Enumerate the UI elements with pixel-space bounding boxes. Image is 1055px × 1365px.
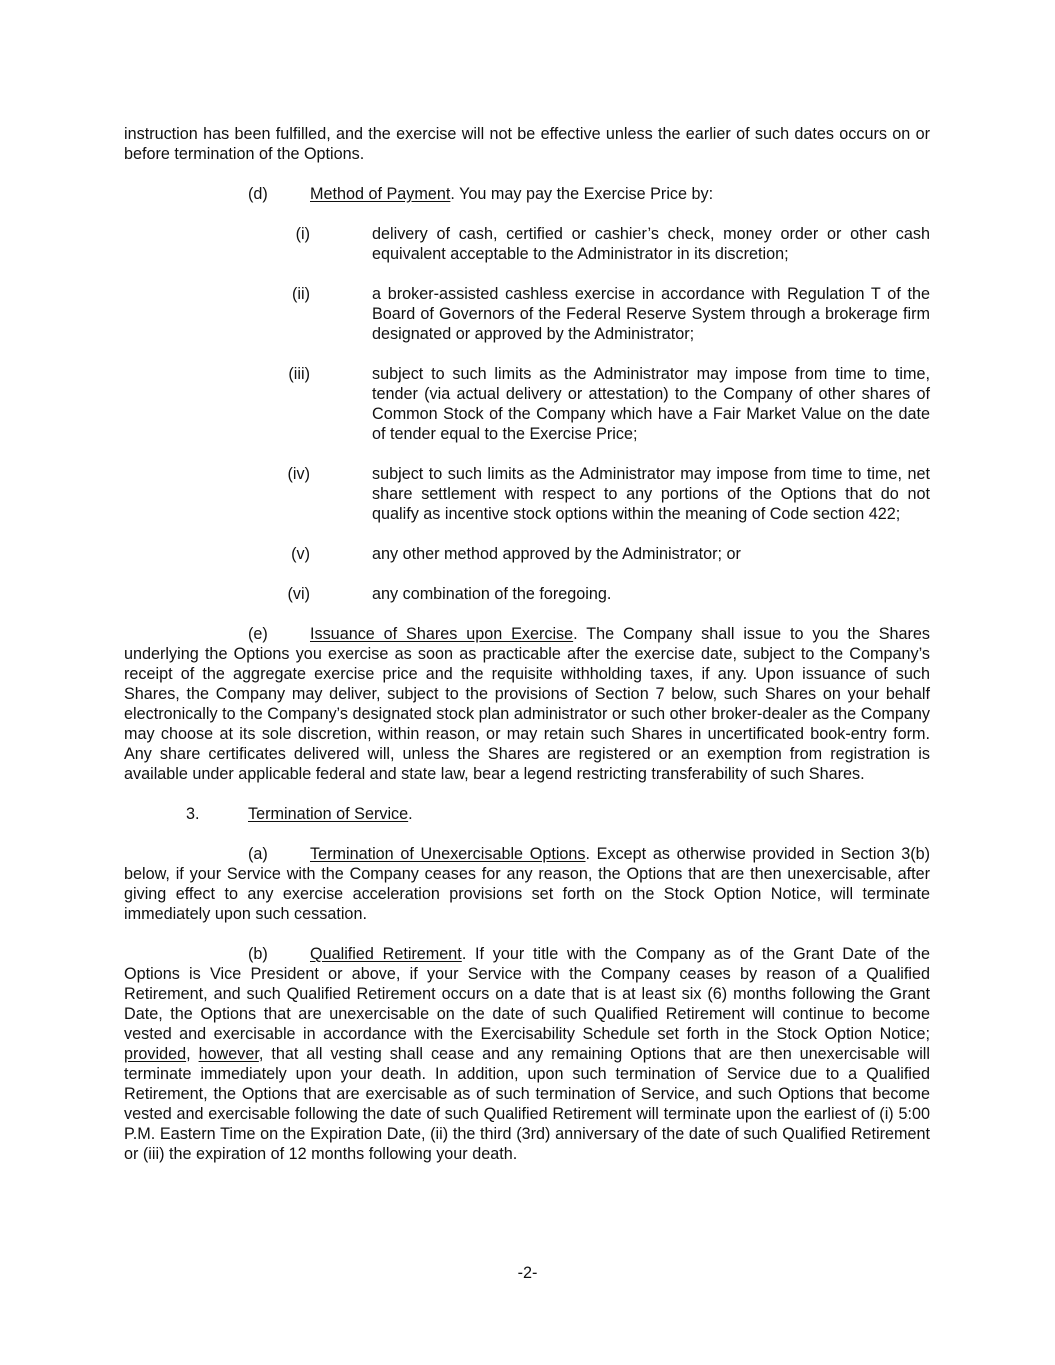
item-e-label: (e)	[248, 625, 268, 643]
payment-methods-list	[124, 224, 930, 604]
item-3a-text: . Except as otherwise provided in Section 3(b) below, if your Service with the Company ceases for any reason, the Options that are then unexercisable, after giving effect to any exercise acceleration provisions set forth on the Stock Option Notice, will terminate immediately upon such cessation.	[124, 845, 930, 923]
item-d-text: . You may pay the Exercise Price by:	[450, 185, 714, 203]
list-item-number: (ii)	[292, 285, 310, 303]
item-3b-heading: Qualified Retirement	[310, 945, 462, 963]
item-3a-label: (a)	[248, 845, 268, 863]
comma: ,	[186, 1045, 199, 1063]
list-item	[124, 584, 930, 604]
list-item-text: any combination of the foregoing.	[372, 585, 612, 603]
item-e-text: . The Company shall issue to you the Shares underlying the Options you exercise as soon as practicable after the exercise date, subject to the Company’s receipt of the aggregate exercise price and the requisite withholding taxes, if any. Upon issuance of such Shares, the Company may deliver, subject to the provisions of Section 7 below, such Shares on your behalf electronically to the Company’s designated stock plan administrator or such other broker-dealer as the Company may choose at its sole discretion, within reason, or may retain such Shares in uncertificated book-entry form. Any share certificates delivered will, unless the Shares are registered or an exemption from registration is available under applicable federal and state law, bear a legend restricting transferability of such Shares.	[124, 625, 930, 783]
item-3a-paragraph	[124, 844, 930, 924]
list-item-text: subject to such limits as the Administrator may impose from time to time, net share settlement with respect to any portions of the Options that do not qualify as incentive stock options within the meaning of Code section 422;	[372, 465, 930, 523]
document-page	[124, 124, 930, 1184]
item-3b-text-2: , that all vesting shall cease and any remaining Options that are then unexercisable will terminate immediately upon your death. In addition, upon such termination of Service due to a Qualified Retirement, the Options that are exercisable as of such termination of Service, and such Options that become vested and exercisable following the date of such Qualified Retirement will terminate upon the earliest of (i) 5:00 P.M. Eastern Time on the Expiration Date, (ii) the third (3rd) anniversary of the date of such Qualified Retirement or (iii) the expiration of 12 months following your death.	[124, 1045, 930, 1163]
section-3-heading	[124, 804, 930, 824]
list-item	[124, 364, 930, 444]
list-item	[124, 464, 930, 524]
item-3b-paragraph	[124, 944, 930, 1164]
item-3b-text-1: . If your title with the Company as of the Grant Date of the Options is Vice President or above, if your Service with the Company ceases by reason of a Qualified Retirement, and such Qualified Retirement occurs on a date that is at least six (6) months following the Grant Date, the Options that are unexercisable on the date of such Qualified Retirement will continue to become vested and exercisable in accordance with the Exercisability Schedule set forth in the Stock Option Notice;	[124, 945, 930, 1043]
section-3-number: 3.	[186, 805, 200, 823]
continuation-paragraph: instruction has been fulfilled, and the exercise will not be effective unless the earlier of such dates occurs on or before termination of the Options.	[124, 125, 930, 163]
section-3-title: Termination of Service	[248, 805, 409, 823]
list-item-number: (iv)	[287, 465, 310, 483]
list-item-number: (i)	[295, 225, 310, 243]
list-item-text: any other method approved by the Administrator; or	[372, 545, 741, 563]
item-d-body	[310, 184, 713, 204]
item-d-label: (d)	[248, 185, 268, 203]
item-e-issuance-paragraph	[124, 624, 930, 784]
list-item-number: (vi)	[287, 585, 310, 603]
item-d-method-of-payment	[124, 184, 930, 204]
list-item-text: delivery of cash, certified or cashier’s check, money order or other cash equivalent acceptable to the Administrator in its discretion;	[372, 225, 930, 263]
list-item-text: subject to such limits as the Administrator may impose from time to time, tender (via actual delivery or attestation) to the Company of other shares of Common Stock of the Company which have a Fair Market Value on the date of tender equal to the Exercise Price;	[372, 365, 930, 443]
however-term: however	[198, 1045, 259, 1063]
item-3a-heading: Termination of Unexercisable Options	[310, 845, 586, 863]
section-3-title-wrap	[248, 804, 413, 824]
item-d-heading: Method of Payment	[310, 185, 451, 203]
list-item	[124, 224, 930, 264]
page-number: -2-	[517, 1264, 538, 1282]
list-item	[124, 284, 930, 344]
item-e-heading: Issuance of Shares upon Exercise	[310, 625, 574, 643]
item-3b-label: (b)	[248, 945, 268, 963]
section-3-trail: .	[408, 805, 413, 823]
list-item	[124, 544, 930, 564]
provided-term: provided	[124, 1045, 187, 1063]
list-item-number: (iii)	[288, 365, 310, 383]
list-item-text: a broker-assisted cashless exercise in accordance with Regulation T of the Board of Governors of the Federal Reserve System through a brokerage firm designated or approved by the Administrator;	[372, 285, 930, 343]
list-item-number: (v)	[291, 545, 310, 563]
